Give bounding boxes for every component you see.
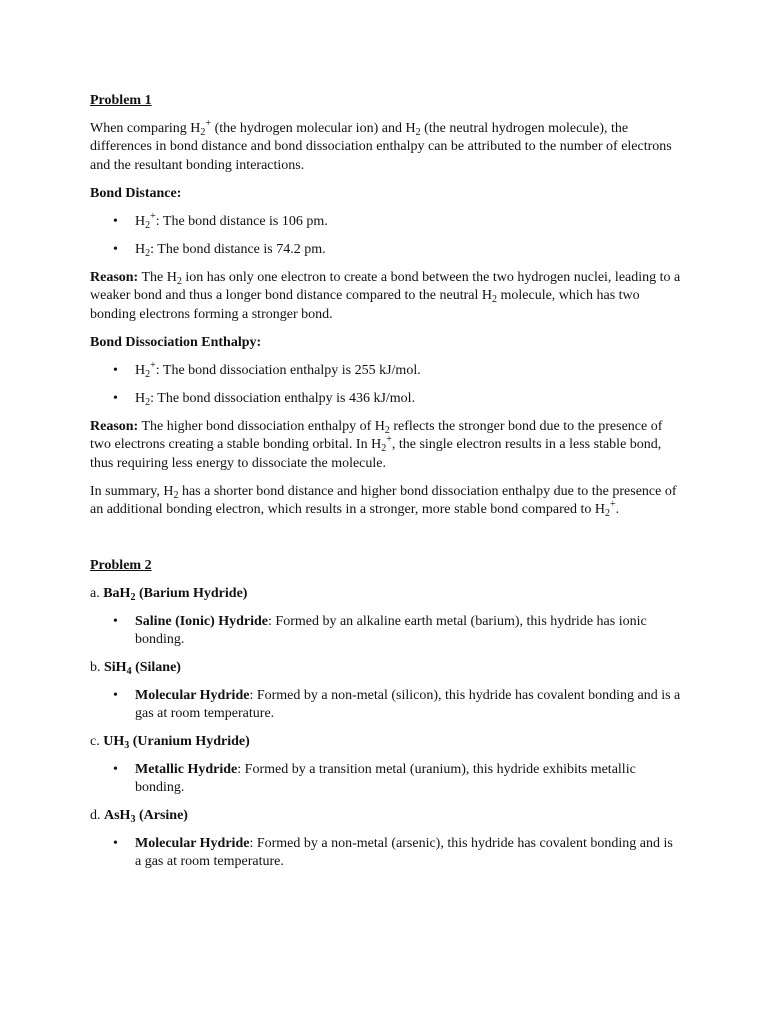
list-item: • Molecular Hydride: Formed by a non-metal (arsenic), this hydride has covalent bonding and is a gas at room temperature. <box>113 835 673 869</box>
bond-enthalpy-label: Bond Dissociation Enthalpy: <box>90 334 262 350</box>
problem-1-heading: Problem 1 <box>90 93 152 108</box>
problem-1-intro: When comparing $H_2^+$ (the hydrogen molecular ion) and $H_2$ (the neutral hydrogen molecule), the differences in bond distance and bond dissociation enthalpy can be attributed to the number of electrons and the resultant bonding interactions. <box>90 117 672 173</box>
list-item: • $H_2$: The bond distance is 74.2 pm. <box>113 242 326 259</box>
bullet-icon: • <box>113 362 118 378</box>
problem-2-heading: Problem 2 <box>90 558 152 573</box>
bond-enthalpy-reason: Reason: The higher bond dissociation enthalpy of $H_2$ reflects the stronger bond due to the presence of two electrons creating a stable bonding orbital. In $H_2^+$, the single electron results in a less stable bond, thus requiring less energy to dissociate the molecule. <box>90 418 663 471</box>
bond-distance-reason: Reason: The $H_2$ ion has only one electron to create a bond between the two hydrogen nuclei, leading to a weaker bond and thus a longer bond distance compared to the neutral $H_2$ molecule, which has two bonding electrons forming a stronger bond. <box>90 269 681 322</box>
list-item: • $H_2^+$: The bond distance is 106 pm. <box>113 210 328 231</box>
hydride-c-list <box>90 761 682 798</box>
bond-enthalpy-list <box>90 359 682 409</box>
hydride-b-title: b. SiH$_4$ (Silane) <box>90 659 181 677</box>
problem-1-summary: In summary, $H_2$ has a shorter bond distance and higher bond dissociation enthalpy due to the presence of an additional bonding electron, which results in a stronger, more stable bond compared to $H_2^+$. <box>90 483 677 519</box>
bullet-icon: • <box>113 761 118 777</box>
bullet-icon: • <box>113 613 118 629</box>
bond-distance-list <box>90 210 682 260</box>
bullet-icon: • <box>113 242 118 257</box>
hydride-c-title: c. $UH_3$ (Uranium Hydride) <box>90 733 250 751</box>
hydride-a-title: a. BaH$_2$ (Barium Hydride) <box>90 585 248 603</box>
section-spacer <box>90 529 682 557</box>
hydride-d-title: d. AsH$_3$ (Arsine) <box>90 807 188 825</box>
list-item: • $H_2^+$: The bond dissociation enthalpy is 255 kJ/mol. <box>113 359 421 380</box>
bullet-icon: • <box>113 687 118 703</box>
list-item: • Saline (Ionic) Hydride: Formed by an alkaline earth metal (barium), this hydride has ionic bonding. <box>113 613 647 647</box>
list-item: • Metallic Hydride: Formed by a transition metal (uranium), this hydride exhibits metallic bonding. <box>113 761 636 795</box>
list-item: • $H_2$: The bond dissociation enthalpy is 436 kJ/mol. <box>113 391 416 408</box>
bullet-icon: • <box>113 213 118 229</box>
bullet-icon: • <box>113 835 118 851</box>
hydride-a-list <box>90 613 682 650</box>
hydride-b-list <box>90 687 682 724</box>
hydride-d-list <box>90 835 682 872</box>
list-item: • Molecular Hydride: Formed by a non-metal (silicon), this hydride has covalent bonding and is a gas at room temperature. <box>113 687 681 721</box>
document-page <box>90 92 682 881</box>
bullet-icon: • <box>113 391 118 406</box>
bond-distance-label: Bond Distance: <box>90 185 182 201</box>
